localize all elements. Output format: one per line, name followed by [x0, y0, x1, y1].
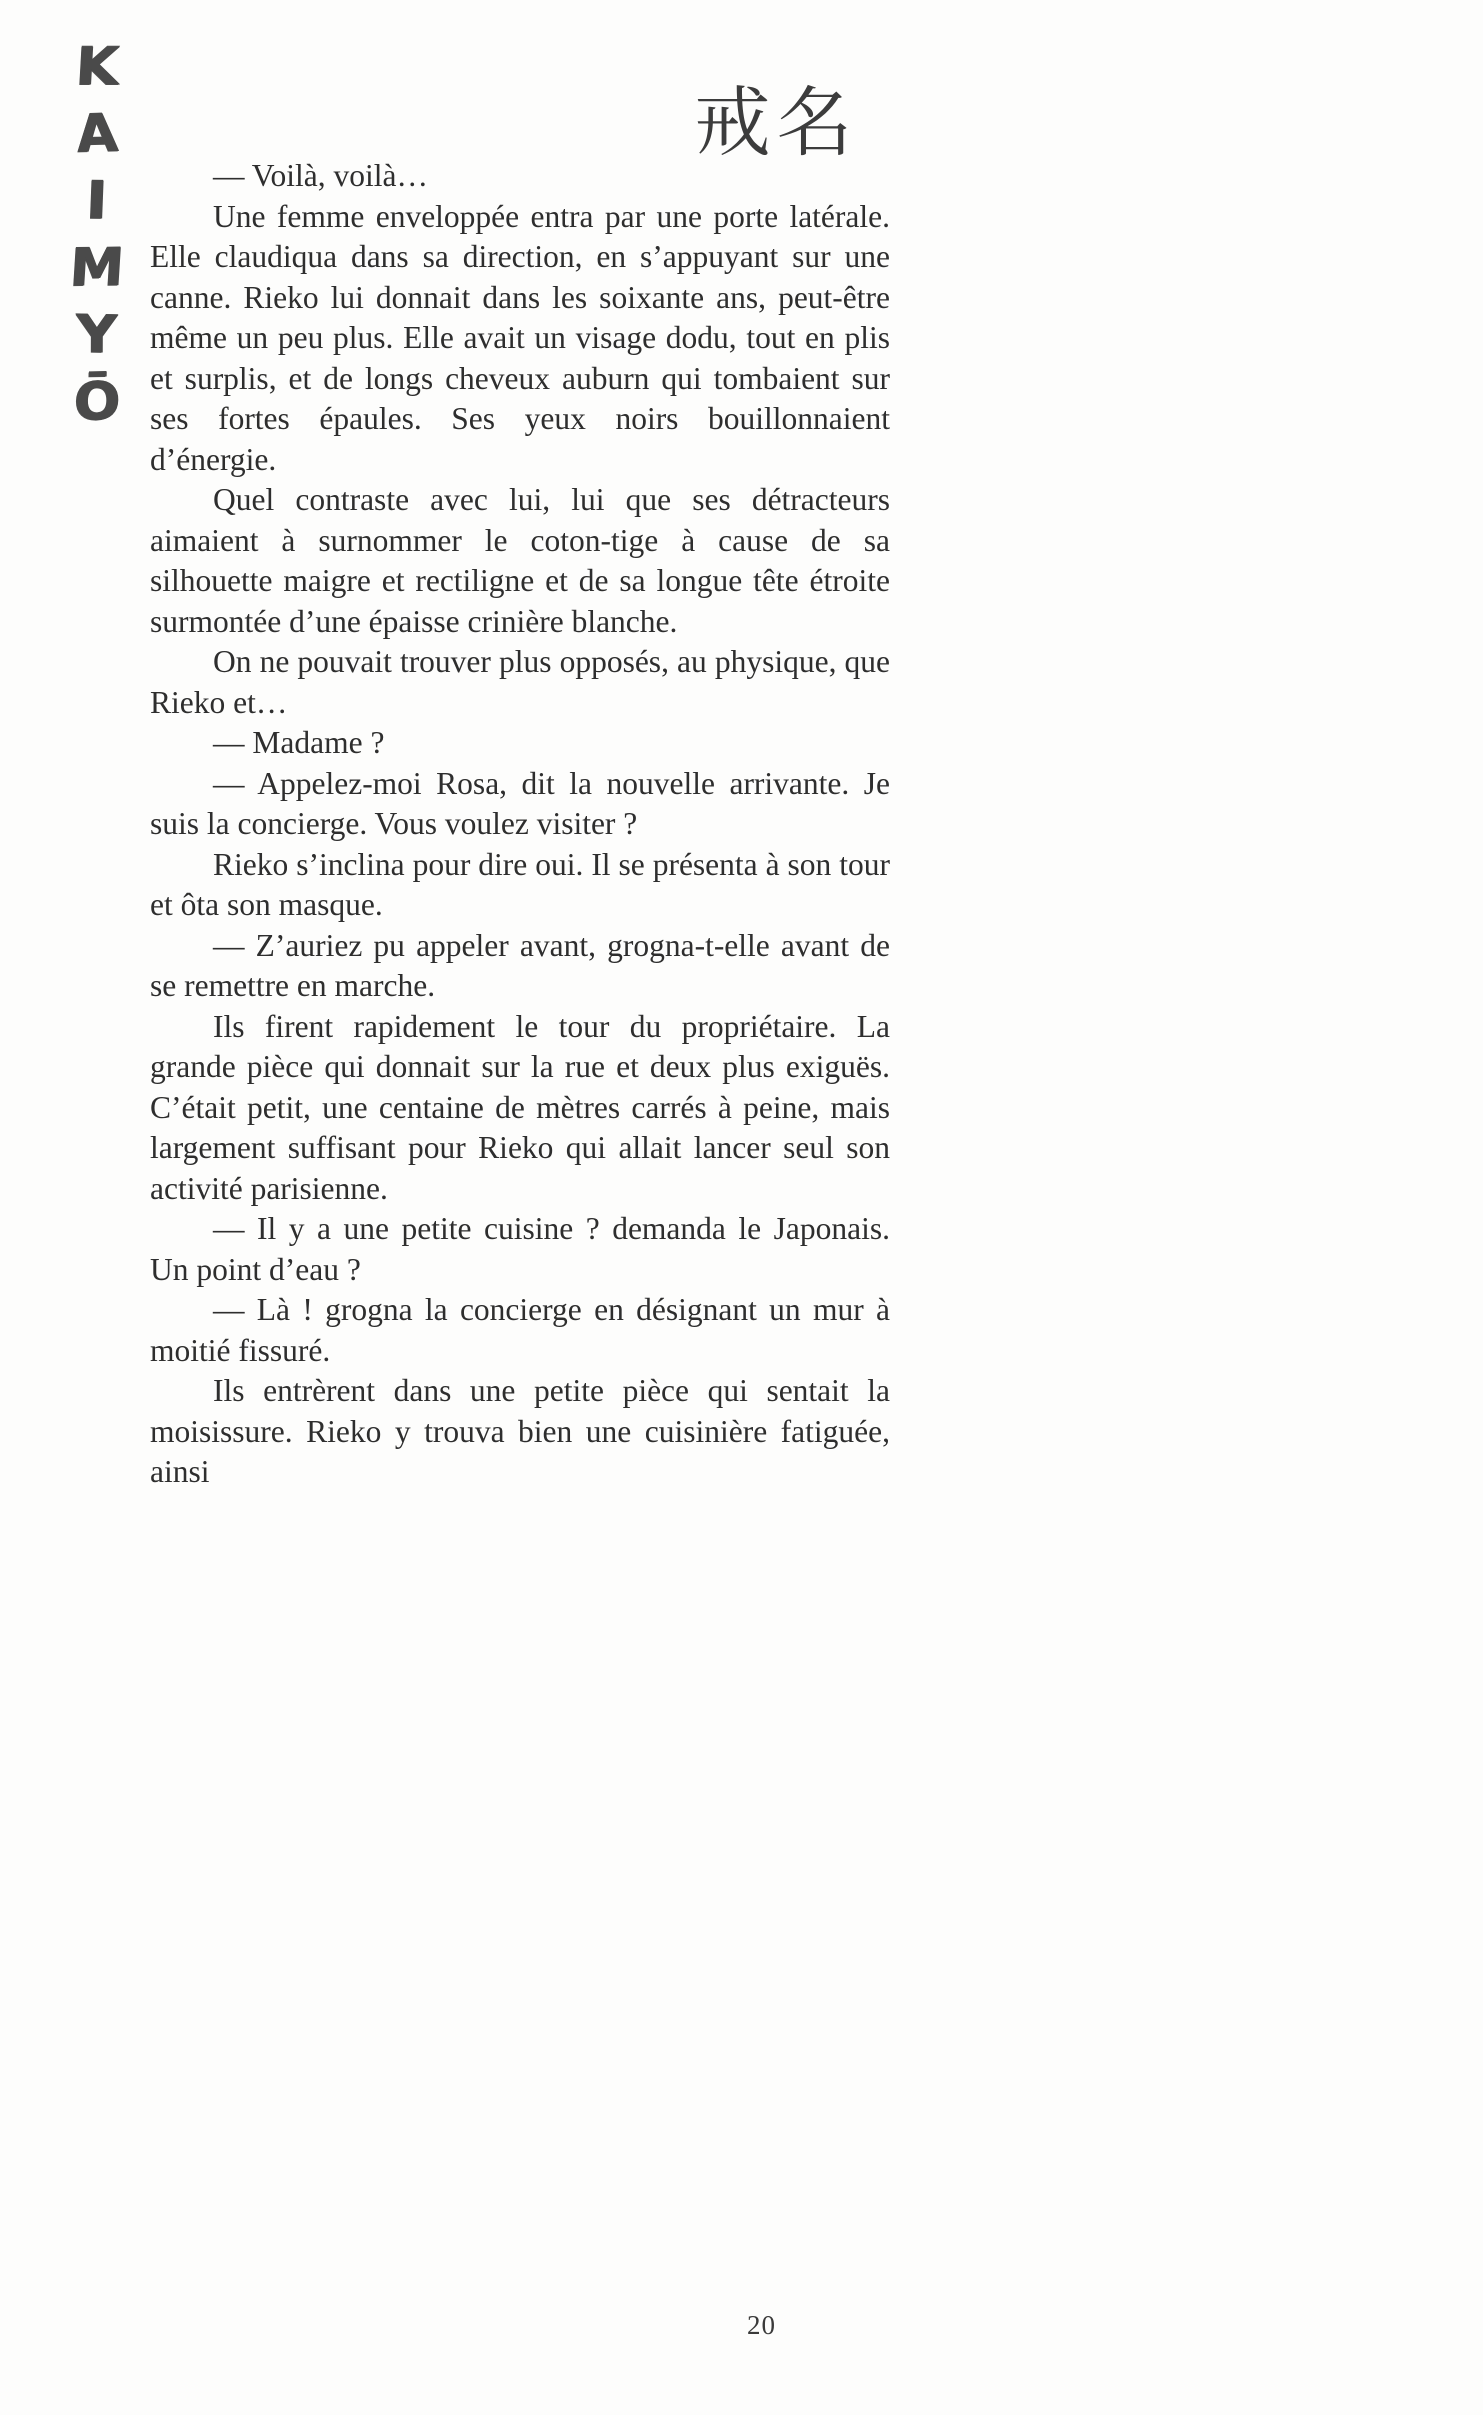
paragraph: Rieko s’inclina pour dire oui. Il se présenta à son tour et ôta son masque. — [150, 846, 890, 922]
paragraph: — Il y a une petite cuisine ? demanda le Japonais. Un point d’eau ? — [150, 1211, 890, 1287]
paragraph: — Appelez-moi Rosa, dit la nouvelle arrivante. Je suis la concierge. Vous voulez visiter ? — [150, 765, 890, 841]
paragraph: — Là ! grogna la concierge en désignant un mur à moitié fissuré. — [150, 1292, 890, 1368]
series-letter-3: I — [85, 170, 109, 232]
body-text — [150, 156, 890, 1493]
series-letter-6: Ō — [73, 371, 121, 433]
paragraph: — Madame ? — [213, 725, 385, 760]
paragraph: Ils firent rapidement le tour du propriétaire. La grande pièce qui donnait sur la rue et deux plus exiguës. C’était petit, une centaine de mètres carrés à peine, mais largement suffisant pour Rieko qui allait lancer seul son activité parisienne. — [150, 1008, 890, 1206]
series-letter-2: A — [74, 103, 120, 165]
paragraph: On ne pouvait trouver plus opposés, au physique, que Rieko et… — [150, 644, 890, 720]
paragraph: Une femme enveloppée entra par une porte latérale. Elle claudiqua dans sa direction, en s’appuyant sur une canne. Rieko lui donnait dans les soixante ans, peut-être même un peu plus. Elle avait un visage dodu, tout en plis et surplis, et de longs cheveux auburn qui tombaient sur ses fortes épaules. Ses yeux noirs bouillonnaient d’énergie. — [150, 198, 890, 477]
paragraph: Ils entrèrent dans une petite pièce qui sentait la moisissure. Rieko y trouva bien une cuisinière fatiguée, ainsi — [150, 1373, 890, 1489]
chapter-title: 戒名 — [694, 77, 859, 167]
page-number: 20 — [747, 2310, 776, 2340]
paragraph: — Z’auriez pu appeler avant, grogna-t-elle avant de se remettre en marche. — [150, 927, 890, 1003]
series-letter-1: K — [73, 37, 121, 97]
paragraph: Quel contraste avec lui, lui que ses détracteurs aimaient à surnommer le coton-tige à cause de sa silhouette maigre et rectiligne et de sa longue tête étroite surmontée d’une épaisse crinière blanche. — [150, 482, 890, 639]
paragraph: — Voilà, voilà… — [213, 158, 428, 193]
series-letter-5: Y — [76, 304, 118, 366]
series-letter-4: M — [68, 237, 126, 299]
